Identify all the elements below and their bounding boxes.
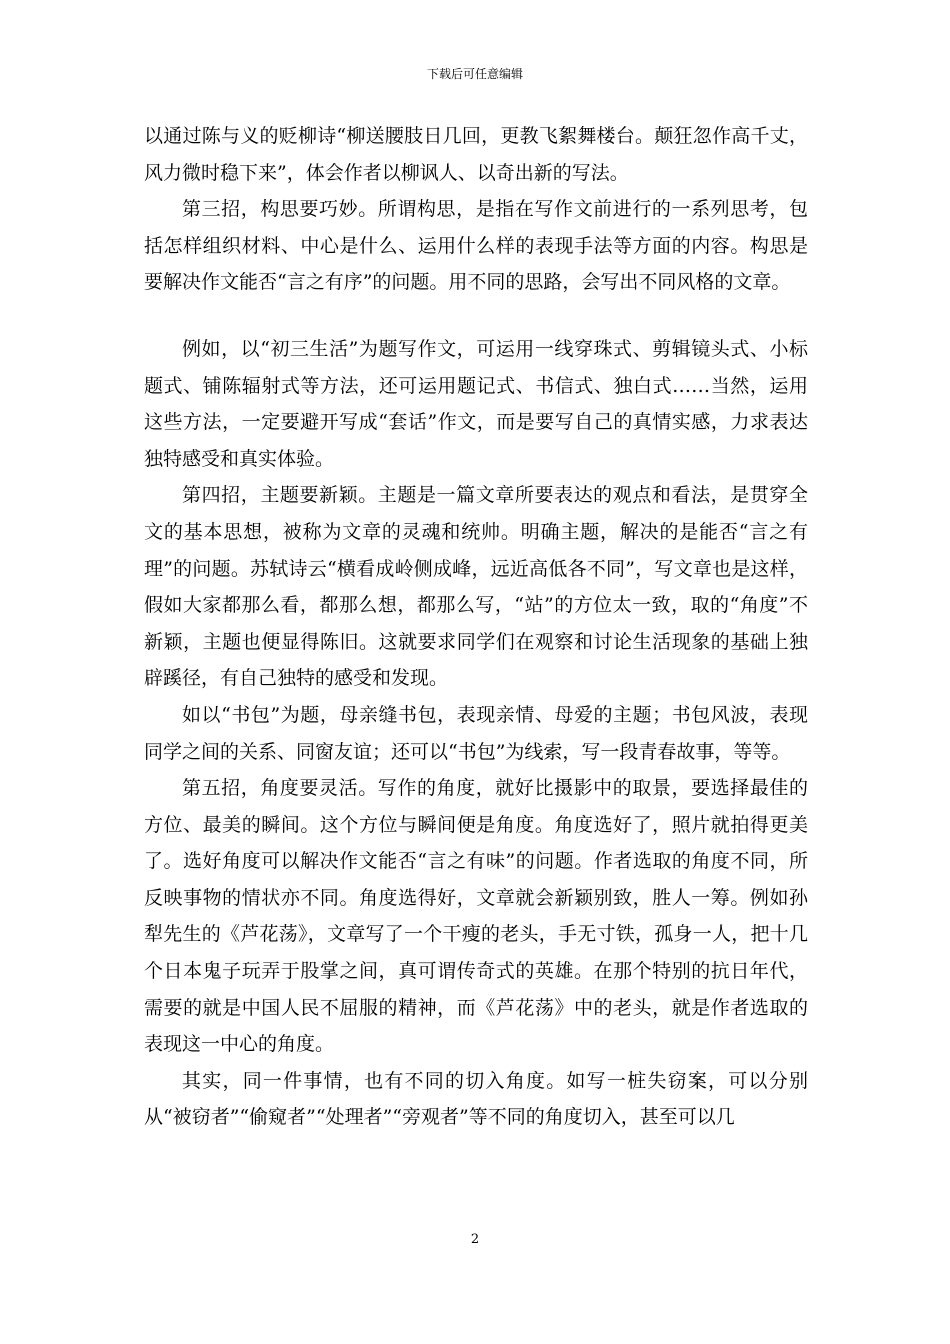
paragraph-angle-example: 其实，同一件事情，也有不同的切入角度。如写一桩失窃案，可以分别从“被窃者”“偷窥者”“处理者”“旁观者”等不同的角度切入，甚至可以几 — [144, 1069, 808, 1129]
paragraph-continuation: 以通过陈与义的贬柳诗“柳送腰肢日几回，更教飞絮舞楼台。颠狂忽作高千丈，风力微时稳下来”，体会作者以柳讽人、以奇出新的写法。 — [144, 125, 808, 184]
paragraph-fifth-tip: 第五招，角度要灵活。写作的角度，就好比摄影中的取景，要选择最佳的方位、最美的瞬间。这个方位与瞬间便是角度。角度选好了，照片就拍得更美了。选好角度可以解决作文能否“言之有味”的问题。作者选取的角度不同，所反映事物的情状亦不同。角度选得好，文章就会新颖别致，胜人一筹。例如孙犁先生的《芦花荡》，文章写了一个干瘦的老头，手无寸铁，孤身一人，把十几个日本鬼子玩弄于股掌之间，真可谓传奇式的英雄。在那个特别的抗日年代，需要的就是中国人民不屈服的精神，而《芦花荡》中的老头，就是作者选取的表现这一中心的角度。 — [144, 777, 808, 1056]
document-body — [144, 118, 808, 1136]
page-number: 2 — [470, 1232, 480, 1247]
page-header: 下载后可任意编辑 — [426, 67, 523, 81]
paragraph-fourth-tip: 第四招，主题要新颖。主题是一篇文章所要表达的观点和看法，是贯穿全文的基本思想，被称为文章的灵魂和统帅。明确主题，解决的是能否“言之有理”的问题。苏轼诗云“横看成岭侧成峰，远近高低各不同”，写文章也是这样，假如大家都那么看，都那么想，都那么写，“站”的方位太一致，取的“角度”不新颖，主题也便显得陈旧。这就要求同学们在观察和讨论生活现象的基础上独辟蹊径，有自己独特的感受和发现。 — [144, 484, 808, 690]
paragraph-example-chusan: 例如，以“初三生活”为题写作文，可运用一线穿珠式、剪辑镜头式、小标题式、铺陈辐射式等方法，还可运用题记式、书信式、独白式……当然，运用这些方法，一定要避开写成“套话”作文，而是要写自己的真情实感，力求表达独特感受和真实体验。 — [144, 337, 808, 470]
paragraph-example-shubao: 如以“书包”为题，母亲缝书包，表现亲情、母爱的主题；书包风波，表现同学之间的关系、同窗友谊；还可以“书包”为线索，写一段青春故事，等等。 — [144, 703, 808, 763]
paragraph-third-tip: 第三招，构思要巧妙。所谓构思，是指在写作文前进行的一系列思考，包括怎样组织材料、中心是什么、运用什么样的表现手法等方面的内容。构思是要解决作文能否“言之有序”的问题。用不同的思路，会写出不同风格的文章。 — [144, 198, 808, 294]
